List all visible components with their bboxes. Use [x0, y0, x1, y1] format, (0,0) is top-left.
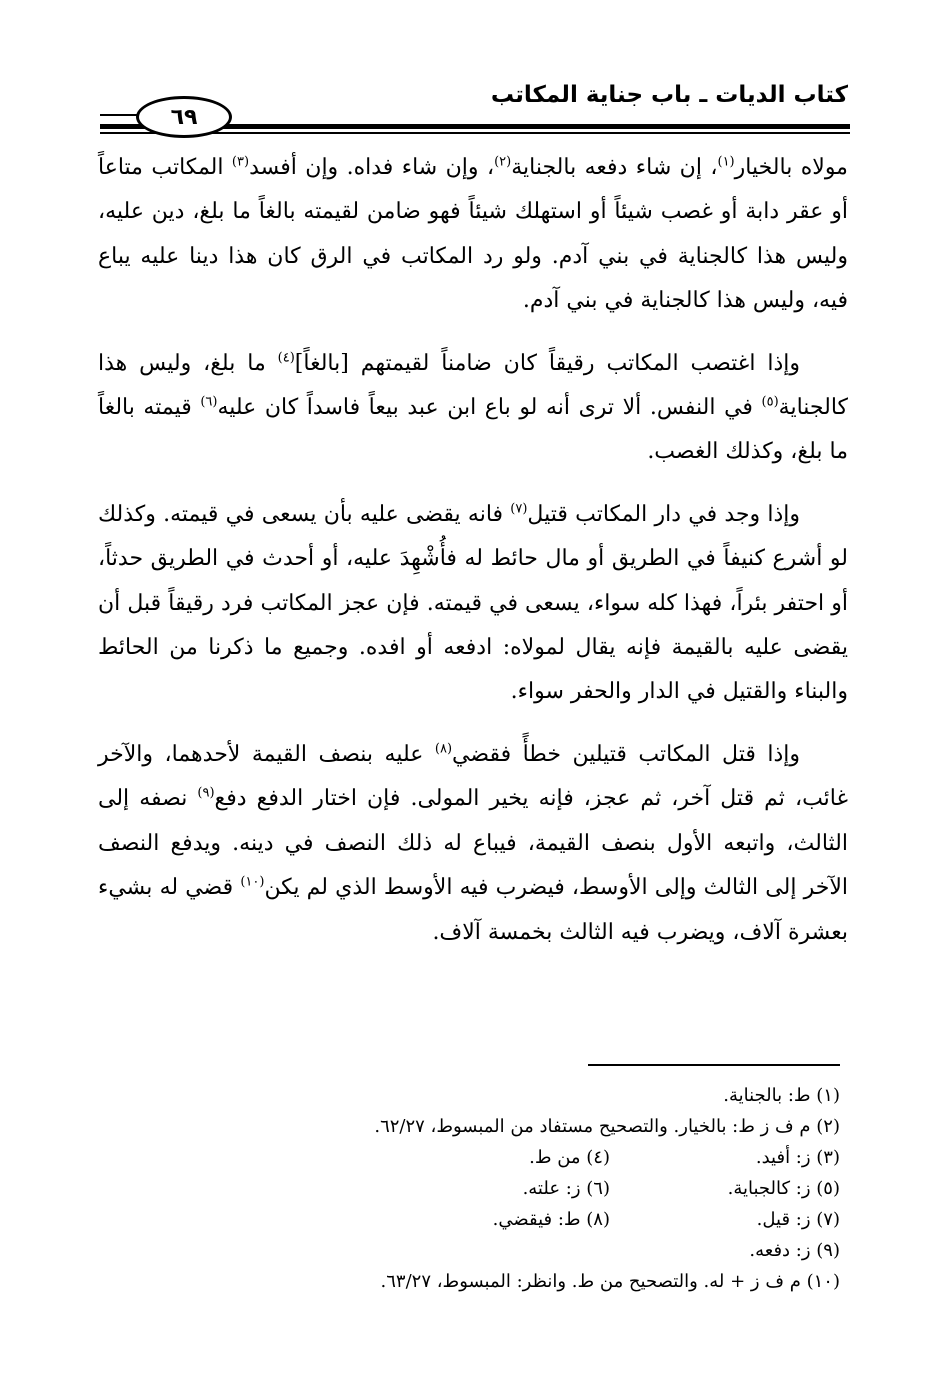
footnote-8: (٨) ط: فيقضي.: [492, 1209, 610, 1230]
body-paragraph: [98, 733, 848, 955]
text-run: فانه يقضى عليه بأن يسعى في قيمته. وكذلك لو أشرع كنيفاً في الطريق أو مال حائط له فأُشْهِدَ عليه، أو أحدث في الطريق حدثاً، أو احتفر بئراً، فهذا كله سواء، يسعى في قيمته. فإن عجز المكاتب فرد رقيقاً قبل أن يقضى عليه بالقيمة فإنه يقال لمولاه: ادفعه أو افده. وجميع ما ذكرنا من الحائط والبناء والقتيل في الدار والحفر سواء.: [98, 501, 848, 705]
text-run: وإذا اغتصب المكاتب رقيقاً كان ضامناً لقيمتهم [بالغاً]: [294, 350, 800, 376]
footnote-6: (٦) ز: علته.: [522, 1178, 610, 1199]
text-run: ما بلغ، وليس هذا كالجناية: [98, 350, 848, 421]
footnote-row-7-8: [150, 1204, 840, 1235]
footnote-3: (٣) ز: أفيد.: [755, 1147, 840, 1168]
footnote-row-5-6: [150, 1173, 840, 1204]
text-run: وإذا قتل المكاتب قتيلين خطأً فقضي: [452, 741, 800, 767]
text-run: ، وإن شاء فداه. وإن أفسد: [249, 155, 495, 180]
body-paragraph: [98, 342, 848, 475]
footnote-1: (١) ط: بالجناية.: [723, 1085, 840, 1106]
text-run: مولاه بالخيار: [734, 155, 848, 180]
footnote-marker: (٤): [277, 350, 295, 366]
running-header-title: كتاب الديات ـ باب جناية المكاتب: [490, 82, 848, 108]
footnote-7: (٧) ز: قيل.: [756, 1209, 840, 1230]
footnote-10: (١٠) م ف ز + له. والتصحيح من ط. وانظر: المبسوط، ٦٣/٢٧.: [380, 1271, 840, 1292]
footnote-marker: (٨): [434, 741, 453, 757]
footnotes: [150, 1080, 840, 1297]
body-paragraph: [98, 146, 848, 324]
text-run: في النفس. ألا ترى أنه لو باع ابن عبد بيعاً فاسداً كان عليه: [217, 395, 762, 421]
body-text: [98, 146, 848, 955]
footnote-separator: [588, 1064, 840, 1066]
footnote-2: (٢) م ف ز ط: بالخيار. والتصحيح مستفاد من المبسوط، ٦٢/٢٧.: [374, 1116, 840, 1137]
page-number: [136, 96, 232, 138]
page-number-label: ٦٩: [170, 104, 198, 130]
text-run: عليه بنصف القيمة لأحدهما، والآخر غائب، ثم قتل آخر، ثم عجز، فإنه يخير المولى. فإن اختار الدفع دفع: [98, 741, 849, 812]
footnote-marker: (٣): [231, 154, 250, 170]
text-run: وإذا وجد في دار المكاتب قتيل: [527, 501, 800, 527]
footnote-marker: (٩): [197, 785, 215, 801]
footnote-marker: (١): [717, 154, 735, 170]
text-run: ، إن شاء دفعه بالجناية: [511, 155, 718, 180]
text-run: قضي له بشيء بعشرة آلاف، ويضرب فيه الثالث بخمسة آلاف.: [98, 875, 848, 945]
footnote-marker: (٦): [200, 394, 218, 410]
body-paragraph: [98, 493, 848, 715]
footnote-marker: (١٠): [240, 874, 265, 890]
text-run: نصفه إلى الثالث، واتبعه الأول بنصف القيمة، فيباع له ذلك النصف في دينه. ويدفع النصف الآخر إلى الثالث وإلى الأوسط، فيضرب فيه الأوسط الذي لم يكن: [98, 786, 848, 901]
footnote-4: (٤) من ط.: [529, 1147, 610, 1168]
footnote-5: (٥) ز: كالجباية.: [727, 1178, 840, 1199]
header-rule-left: [100, 114, 140, 116]
footnote-9: (٩) ز: دفعه.: [749, 1240, 840, 1261]
text-run: المكاتب متاعاً أو عقر دابة أو غصب شيئاً أو استهلك شيئاً فهو ضامن لقيمته بالغاً ما بلغ، دين عليه، وليس هذا كالجناية في بني آدم. ولو رد المكاتب في الرق كان هذا دينا عليه يباع فيه، وليس هذا كالجناية في بني آدم.: [98, 155, 848, 314]
footnote-marker: (٢): [494, 154, 512, 170]
footnote-marker: (٧): [510, 501, 528, 517]
footnote-marker: (٥): [761, 394, 779, 410]
footnote-row-3-4: [150, 1142, 840, 1173]
text-run: قيمته بالغاً ما بلغ، وكذلك الغصب.: [98, 395, 848, 465]
